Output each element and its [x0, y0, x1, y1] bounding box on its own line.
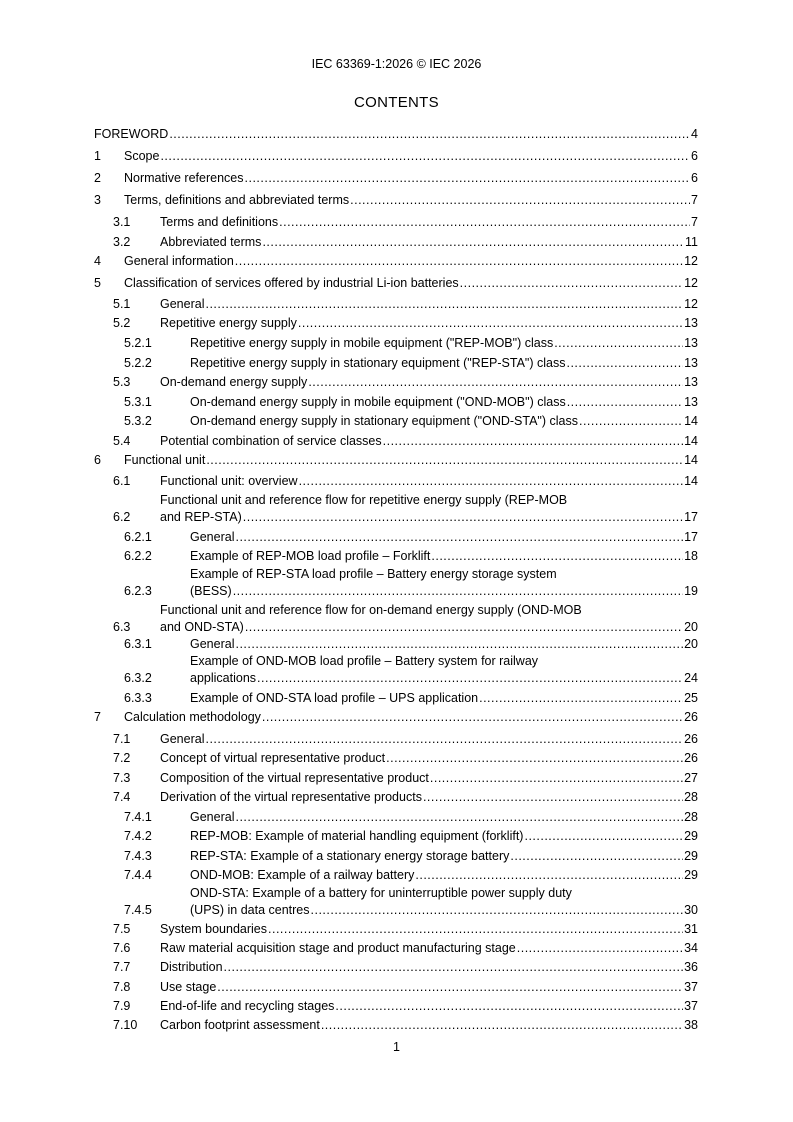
- toc-entry-number: 4: [94, 254, 101, 268]
- toc-entry-number: 5.2.2: [124, 356, 152, 370]
- toc-entry-title: On-demand energy supply in mobile equipment ("OND-MOB") class: [190, 395, 566, 409]
- toc-entry-page: 14: [684, 434, 698, 448]
- page-title: CONTENTS: [354, 94, 439, 111]
- toc-entry-number: 3.1: [113, 215, 131, 229]
- toc-entry-page: 18: [684, 549, 698, 563]
- toc-entry-title: Use stage: [160, 980, 217, 994]
- dot-leader: [321, 1018, 683, 1033]
- toc-entry-page: 13: [684, 375, 698, 389]
- toc-entry-number: 5.2.1: [124, 336, 152, 350]
- dot-leader: [567, 395, 683, 410]
- toc-entry-title: Carbon footprint assessment: [160, 1018, 320, 1032]
- toc-entry-title-line1: Functional unit and reference flow for on-demand energy supply (OND-MOB: [160, 603, 582, 617]
- dot-leader: [460, 276, 683, 291]
- toc-entry-title: General: [160, 732, 205, 746]
- toc-entry-number: 3.2: [113, 235, 131, 249]
- dot-leader: [205, 732, 683, 747]
- dot-leader: [262, 710, 683, 725]
- dot-leader: [566, 356, 683, 371]
- toc-entry-number: 1: [94, 149, 101, 163]
- toc-entry-title: Potential combination of service classes: [160, 434, 382, 448]
- toc-entry-number: 7.1: [113, 732, 131, 746]
- toc-entry-page: 29: [684, 849, 698, 863]
- dot-leader: [245, 171, 691, 186]
- toc-entry-page: 26: [684, 732, 698, 746]
- toc-entry-title: Calculation methodology: [124, 710, 261, 724]
- dot-leader: [245, 620, 683, 635]
- toc-entry-title-line1: Functional unit and reference flow for repetitive energy supply (REP-MOB: [160, 493, 568, 507]
- toc-entry-page: 37: [684, 980, 698, 994]
- toc-entry-number: 6.3: [113, 620, 131, 634]
- toc-entry-page: 14: [684, 414, 698, 428]
- dot-leader: [279, 215, 690, 230]
- dot-leader: [510, 849, 683, 864]
- toc-entry-title: Normative references: [124, 171, 244, 185]
- dot-leader: [430, 771, 683, 786]
- toc-entry-number: 6.2.2: [124, 549, 152, 563]
- toc-entry-title: applications: [190, 671, 257, 685]
- toc-entry-title: Example of OND-STA load profile – UPS application: [190, 691, 479, 705]
- toc-entry-title: Composition of the virtual representative product: [160, 771, 429, 785]
- toc-entry-number: 7: [94, 710, 101, 724]
- dot-leader: [235, 530, 683, 545]
- toc-entry-page: 14: [684, 474, 698, 488]
- dot-leader: [423, 790, 683, 805]
- toc-entry-number: 7.7: [113, 960, 131, 974]
- toc-entry-page: 12: [684, 297, 698, 311]
- toc-entry-number: 6.3.2: [124, 671, 152, 685]
- toc-entry-number: 7.5: [113, 922, 131, 936]
- toc-entry-title-line1: Example of OND-MOB load profile – Battery system for railway: [190, 654, 539, 668]
- toc-entry-page: 13: [684, 336, 698, 350]
- toc-entry-title: Terms, definitions and abbreviated terms: [124, 193, 350, 207]
- toc-entry-number: 7.8: [113, 980, 131, 994]
- toc-entry-page: 34: [684, 941, 698, 955]
- toc-entry-number: 5.3: [113, 375, 131, 389]
- toc-entry-number: 5.1: [113, 297, 131, 311]
- toc-entry-title: REP-STA: Example of a stationary energy storage battery: [190, 849, 510, 863]
- toc-entry-page: 28: [684, 790, 698, 804]
- toc-entry-page: 13: [684, 395, 698, 409]
- toc-entry-title: Functional unit: [124, 453, 206, 467]
- toc-entry-number: 5: [94, 276, 101, 290]
- toc-entry-number: 5.4: [113, 434, 131, 448]
- toc-entry-page: 6: [691, 149, 698, 163]
- toc-entry-page: 14: [684, 453, 698, 467]
- dot-leader: [262, 235, 684, 250]
- dot-leader: [217, 980, 683, 995]
- toc-entry-page: 17: [684, 510, 698, 524]
- toc-entry-page: 7: [691, 193, 698, 207]
- toc-entry-title: FOREWORD: [94, 127, 169, 141]
- toc-entry-page: 20: [684, 637, 698, 651]
- toc-entry-page: 20: [684, 620, 698, 634]
- toc-entry-page: 25: [684, 691, 698, 705]
- dot-leader: [431, 549, 683, 564]
- dot-leader: [479, 691, 683, 706]
- toc-entry-title: End-of-life and recycling stages: [160, 999, 335, 1013]
- dot-leader: [235, 254, 683, 269]
- toc-entry-page: 19: [684, 584, 698, 598]
- toc-entry-number: 7.4.2: [124, 829, 152, 843]
- toc-entry-page: 7: [691, 215, 698, 229]
- dot-leader: [257, 671, 683, 686]
- dot-leader: [206, 453, 683, 468]
- dot-leader: [243, 510, 683, 525]
- dot-leader: [224, 960, 684, 975]
- toc-entry-title: OND-MOB: Example of a railway battery: [190, 868, 415, 882]
- toc-entry-page: 31: [684, 922, 698, 936]
- toc-entry-title: General information: [124, 254, 234, 268]
- toc-entry-title: General: [190, 810, 235, 824]
- toc-entry-number: 7.4: [113, 790, 131, 804]
- dot-leader: [169, 127, 690, 142]
- toc-entry-page: 30: [684, 903, 698, 917]
- toc-entry-title: Repetitive energy supply in stationary equipment ("REP-STA") class: [190, 356, 566, 370]
- dot-leader: [579, 414, 683, 429]
- toc-entry-page: 13: [684, 356, 698, 370]
- toc-entry-title: (UPS) in data centres: [190, 903, 310, 917]
- toc-entry-page: 11: [685, 235, 698, 249]
- dot-leader: [298, 316, 683, 331]
- toc-entry-page: 37: [684, 999, 698, 1013]
- toc-entry-title: Distribution: [160, 960, 223, 974]
- toc-entry-title: Repetitive energy supply: [160, 316, 297, 330]
- toc-entry-page: 24: [684, 671, 698, 685]
- toc-entry-title: Repetitive energy supply in mobile equipment ("REP-MOB") class: [190, 336, 554, 350]
- toc-entry-number: 7.3: [113, 771, 131, 785]
- toc-entry-page: 4: [691, 127, 698, 141]
- toc-entry-number: 6.2.3: [124, 584, 152, 598]
- dot-leader: [308, 375, 683, 390]
- toc-entry-page: 26: [684, 751, 698, 765]
- toc-entry-number: 6.1: [113, 474, 131, 488]
- toc-entry-number: 7.4.4: [124, 868, 152, 882]
- toc-entry-title: and OND-STA): [160, 620, 244, 634]
- toc-entry-page: 6: [691, 171, 698, 185]
- toc-entry-number: 2: [94, 171, 101, 185]
- toc-entry-number: 6: [94, 453, 101, 467]
- dot-leader: [350, 193, 690, 208]
- toc-entry-number: 5.3.1: [124, 395, 152, 409]
- toc-entry-title: System boundaries: [160, 922, 268, 936]
- dot-leader: [517, 941, 683, 956]
- toc-entry-number: 6.2: [113, 510, 131, 524]
- toc-entry-number: 7.10: [113, 1018, 138, 1032]
- dot-leader: [554, 336, 683, 351]
- toc-entry-number: 7.4.3: [124, 849, 152, 863]
- toc-entry-page: 26: [684, 710, 698, 724]
- dot-leader: [299, 474, 684, 489]
- toc-entry-page: 29: [684, 829, 698, 843]
- toc-entry-page: 13: [684, 316, 698, 330]
- toc-entry-title: REP-MOB: Example of material handling equipment (forklift): [190, 829, 524, 843]
- dot-leader: [383, 434, 683, 449]
- toc-entry-title: On-demand energy supply in stationary equipment ("OND-STA") class: [190, 414, 578, 428]
- toc-entry-title: Functional unit: overview: [160, 474, 298, 488]
- toc-entry-page: 38: [684, 1018, 698, 1032]
- dot-leader: [233, 584, 683, 599]
- toc-entry-page: 12: [684, 254, 698, 268]
- toc-entry-page: 29: [684, 868, 698, 882]
- toc-entry-title: (BESS): [190, 584, 232, 598]
- dot-leader: [524, 829, 683, 844]
- toc-entry-title-line1: OND-STA: Example of a battery for uninterruptible power supply duty: [190, 886, 572, 900]
- toc-entry-number: 6.2.1: [124, 530, 152, 544]
- toc-entry-number: 7.2: [113, 751, 131, 765]
- toc-entry-title: Derivation of the virtual representative products: [160, 790, 422, 804]
- toc-entry-number: 3: [94, 193, 101, 207]
- dot-leader: [205, 297, 683, 312]
- toc-entry-number: 5.2: [113, 316, 131, 330]
- dot-leader: [235, 810, 683, 825]
- toc-entry-title: Abbreviated terms: [160, 235, 262, 249]
- toc-entry-number: 6.3.1: [124, 637, 152, 651]
- dot-leader: [311, 903, 684, 918]
- toc-entry-title: Scope: [124, 149, 160, 163]
- toc-entry-title: Concept of virtual representative product: [160, 751, 386, 765]
- toc-entry-title: Raw material acquisition stage and product manufacturing stage: [160, 941, 516, 955]
- toc-entry-title: Terms and definitions: [160, 215, 279, 229]
- toc-entry-number: 7.4.5: [124, 903, 152, 917]
- toc-entry-title: General: [160, 297, 205, 311]
- toc-entry-title: General: [190, 637, 235, 651]
- toc-entry-title: Example of REP-MOB load profile – Forklift: [190, 549, 431, 563]
- page-number: 1: [393, 1040, 400, 1054]
- toc-entry-page: 17: [684, 530, 698, 544]
- toc-entry-number: 7.4.1: [124, 810, 152, 824]
- dot-leader: [235, 637, 683, 652]
- toc-entry-page: 28: [684, 810, 698, 824]
- toc-entry-title-line1: Example of REP-STA load profile – Battery energy storage system: [190, 567, 557, 581]
- toc-entry-number: 6.3.3: [124, 691, 152, 705]
- document-header: IEC 63369-1:2026 © IEC 2026: [311, 57, 482, 71]
- toc-entry-page: 12: [684, 276, 698, 290]
- dot-leader: [268, 922, 683, 937]
- dot-leader: [335, 999, 683, 1014]
- toc-entry-title: On-demand energy supply: [160, 375, 308, 389]
- toc-entry-number: 5.3.2: [124, 414, 152, 428]
- dot-leader: [386, 751, 683, 766]
- dot-leader: [160, 149, 690, 164]
- toc-entry-page: 27: [684, 771, 698, 785]
- toc-entry-title: Classification of services offered by industrial Li-ion batteries: [124, 276, 459, 290]
- toc-entry-title: General: [190, 530, 235, 544]
- toc-entry-title: and REP-STA): [160, 510, 242, 524]
- toc-entry-number: 7.6: [113, 941, 131, 955]
- toc-entry-number: 7.9: [113, 999, 131, 1013]
- dot-leader: [415, 868, 683, 883]
- toc-entry-page: 36: [684, 960, 698, 974]
